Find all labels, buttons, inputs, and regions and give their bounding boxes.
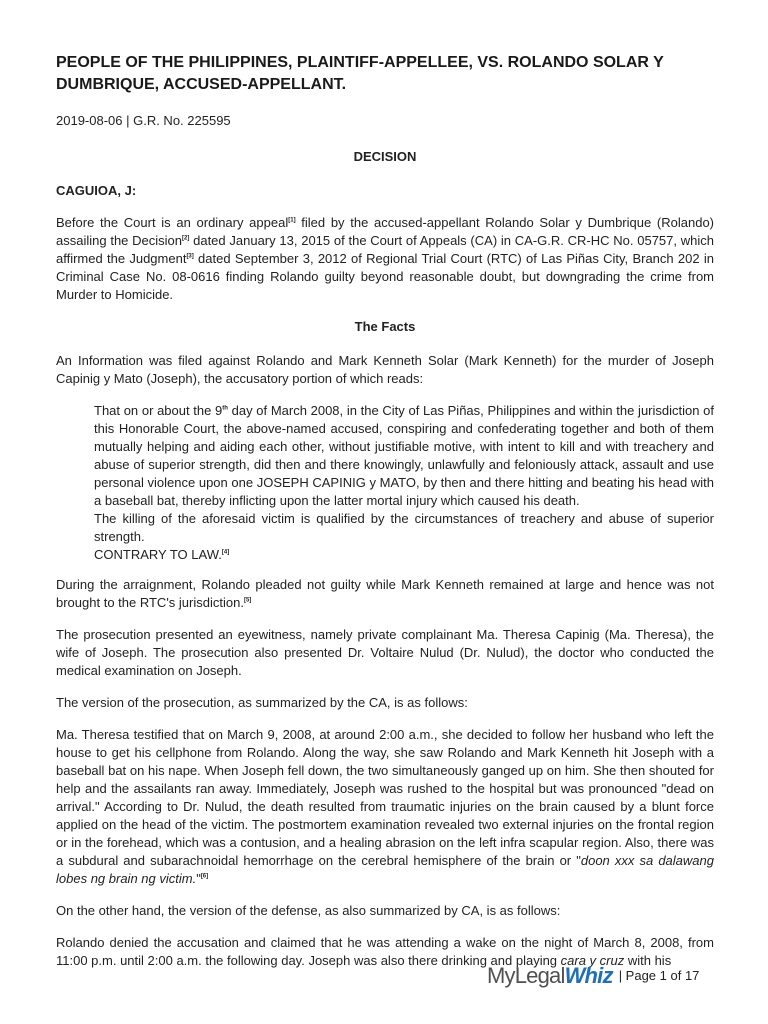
page-footer [487,962,699,990]
footnote-ref[interactable]: [4] [221,549,230,556]
case-meta: 2019-08-06 | G.R. No. 225595 [56,113,231,128]
paragraph-intro: Before the Court is an ordinary appeal[1] filed by the accused-appellant Rolando Solar y Dumbrique (Rolando) assailing the Decision[2] dated January 13, 2015 of the Court of Appeals (CA) in CA-G.R. CR-HC No. 05757, which affirmed the Judgment[3] dated September 3, 2012 of Regional Trial Court (RTC) of Las Piñas City, Branch 202 in Criminal Case No. 08-0616 finding Rolando guilty beyond reasonable doubt, but downgrading the crime from Murder to Homicide. [56,215,715,302]
document-page [56,52,714,984]
accusatory-quote [94,402,714,564]
footnote-ref[interactable]: [5] [243,597,252,604]
paragraph-defense-version: On the other hand, the version of the defense, as also summarized by CA, is as follows: [56,903,561,918]
case-title: PEOPLE OF THE PHILIPPINES, PLAINTIFF-APPELLEE, VS. ROLANDO SOLAR Y DUMBRIQUE, ACCUSED-APPELLANT. [56,54,664,93]
quote-line-3: CONTRARY TO LAW.[4] [94,547,230,562]
paragraph-information: An Information was filed against Rolando and Mark Kenneth Solar (Mark Kenneth) for the murder of Joseph Capinig y Mato (Joseph), the accusatory portion of which reads: [56,353,714,386]
ordinal-suffix: th [222,405,228,412]
mylegalwhiz-logo[interactable]: MyLegalWhiz [487,963,613,988]
footnote-ref[interactable]: [3] [186,253,194,260]
page-number: | Page 1 of 17 [618,968,700,983]
quote-line-1: That on or about the 9th day of March 2008, in the City of Las Piñas, Philippines and within the jurisdiction of this Honorable Court, the above-named accused, conspiring and confederating together and both of them mutually helping and aiding each other, without justifiable motive, with intent to kill and with treachery and abuse of superior strength, did then and there knowingly, unlawfully and feloniously attack, assault and use personal violence upon one JOSEPH CAPINIG y MATO, by then and there hitting and beating his head with a baseball bat, thereby inflicting upon the latter mortal injury which caused his death. [94,403,714,508]
footnote-ref[interactable]: [2] [182,235,190,242]
paragraph-testimony: Ma. Theresa testified that on March 9, 2008, at around 2:00 a.m., she decided to follow her husband who left the house to get his cellphone from Rolando. Along the way, she saw Rolando and Mark Kenneth hit Joseph with a baseball bat on his nape. When Joseph fell down, the two simultaneously ganged up on him. She then shouted for help and the assailants ran away. Immediately, Joseph was rushed to the hospital but was pronounced "dead on arrival." According to Dr. Nulud, the death resulted from traumatic injuries on the brain caused by a blunt force applied on the head of the victim. The postmortem examination revealed two external injuries on the frontal region or in the forehead, which was a contusion, and a healing abrasion on the left infra scapular region. Also, there was a subdural and subarachnoidal hemorrhage on the cerebral hemisphere of the brain or "doon xxx sa dalawang lobes ng brain ng victim."[6] [56,727,714,886]
footnote-ref[interactable]: [6] [200,873,209,880]
paragraph-prosecution-version: The version of the prosecution, as summarized by the CA, is as follows: [56,695,468,710]
decision-heading: DECISION [353,149,417,164]
paragraph-prosecution: The prosecution presented an eyewitness, namely private complainant Ma. Theresa Capinig (Ma. Theresa), the wife of Joseph. The prosecution also presented Dr. Voltaire Nulud (Dr. Nulud), the doctor who conducted the medical examination on Joseph. [56,627,714,678]
paragraph-arraignment: During the arraignment, Rolando pleaded not guilty while Mark Kenneth remained at large and hence was not brought to the RTC's jurisdiction.[5] [56,577,714,610]
facts-heading: The Facts [354,319,416,334]
ponente: CAGUIOA, J: [56,183,137,198]
quote-line-2: The killing of the aforesaid victim is qualified by the circumstances of treachery and abuse of superior strength. [94,511,714,544]
footnote-ref[interactable]: [1] [288,217,296,224]
paragraph-defense: Rolando denied the accusation and claimed that he was attending a wake on the night of March 8, 2008, from 11:00 p.m. until 2:00 a.m. the following day. Joseph was also there drinking and playing cara y cruz with his [56,935,714,968]
